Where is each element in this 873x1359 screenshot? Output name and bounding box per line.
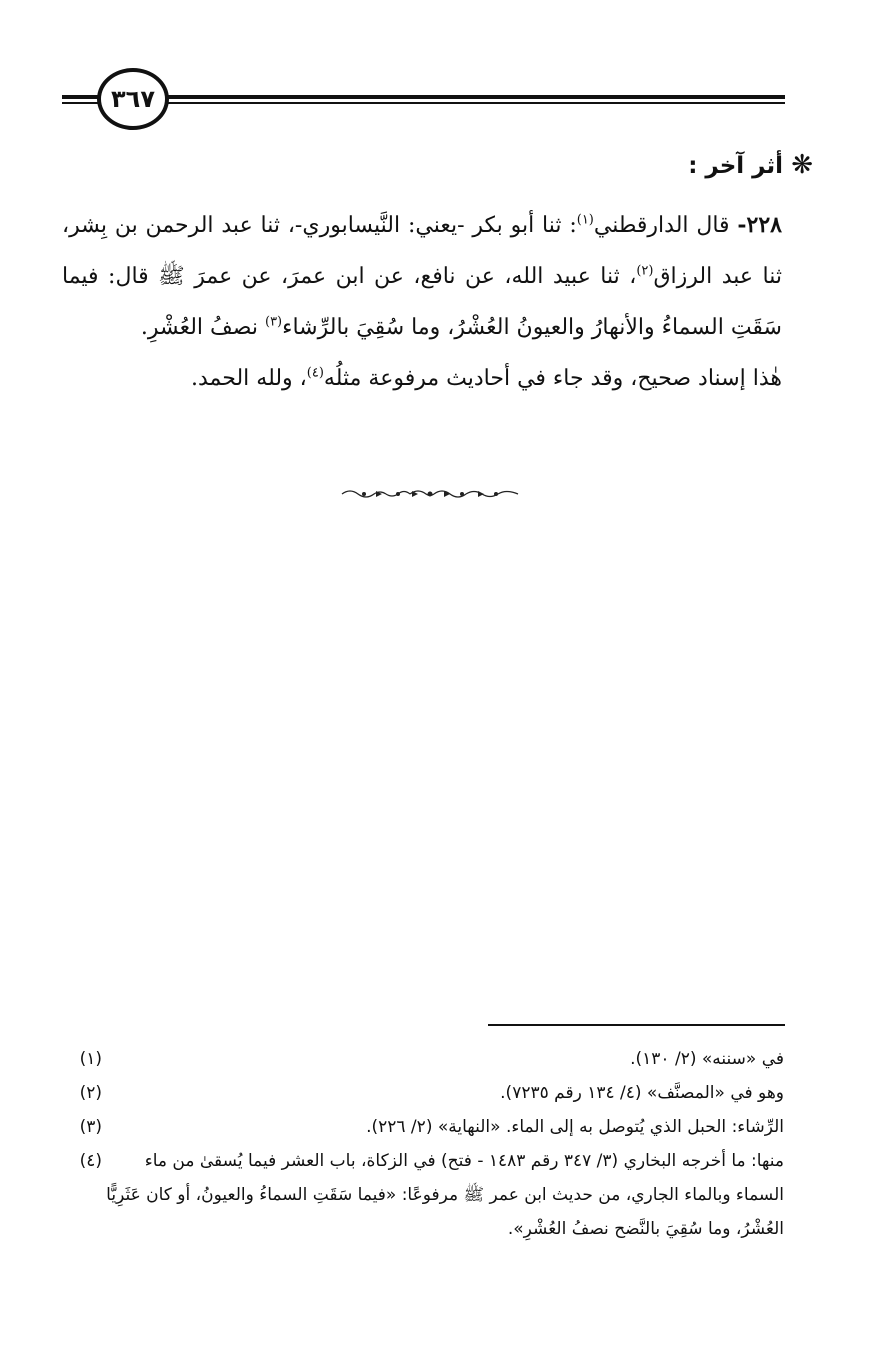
section-marker: ❋: [791, 150, 813, 180]
text-segment: نصفُ العُشْرِ.: [140, 315, 265, 340]
footnote-text: في «سننه» (٢/ ١٣٠).: [630, 1049, 784, 1069]
paragraph-comment: [62, 353, 782, 404]
footnote-text: وهو في «المصنَّف» (٤/ ١٣٤ رقم ٧٢٣٥).: [500, 1083, 784, 1103]
section-heading: أثر آخر :: [688, 153, 783, 179]
text-segment: هٰذا إسناد صحيح، وقد جاء في أحاديث مرفوعة مثلُه: [323, 366, 782, 391]
footnote-number: (٢): [79, 1083, 102, 1103]
header-rule: [165, 95, 785, 99]
ornament-divider-icon: [340, 484, 520, 504]
footnote-ref: (٣): [264, 314, 283, 330]
text-segment: : ثنا أبو بكر -يعني: النَّيسابوري-، ثنا عبد الرحمن بن بِشر، ثنا عبد الرزاق: [62, 213, 782, 289]
text-segment: ، ولله الحمد.: [191, 366, 307, 391]
footnote-4: [62, 1144, 784, 1246]
footnote-text: منها: ما أخرجه البخاري (٣/ ٣٤٧ رقم ١٤٨٣ - فتح) في الزكاة، باب العشر فيما يُسقىٰ من ماء السماء وبالماء الجاري، من حديث ابن عمر ﷺ مرفوعًا: «فيما سَقَتِ السماءُ والعيونُ، أو كان عَثَرِيًّا العُشْرُ، وما سُقِيَ بالنَّضح نصفُ العُشْرِ».: [106, 1151, 784, 1239]
text-segment: قال الدارقطني: [593, 213, 738, 238]
footnote-ref: (٢): [636, 263, 654, 279]
main-text: [62, 200, 782, 404]
footnote-text: الرِّشاء: الحبل الذي يُتوصل به إلى الماء. «النهاية» (٢/ ٢٢٦).: [366, 1117, 784, 1137]
text-segment: ، ثنا عبيد الله، عن نافع، عن ابن عمرَ، عن عمرَ ﷺ قال: فيما سَقَتِ السماءُ والأنهارُ والعيونُ العُشْرُ، وما سُقِيَ بالرِّشاء: [62, 264, 782, 340]
footnote-ref: (٤): [306, 365, 324, 381]
header-rule-thin: [165, 102, 785, 104]
footnotes: [62, 1042, 784, 1246]
header-rule-left: [62, 95, 102, 99]
paragraph-228: [62, 200, 782, 353]
footnote-ref: (١): [576, 212, 594, 228]
header-rule-left-thin: [62, 102, 102, 104]
footnote-3: [62, 1110, 784, 1144]
footnote-separator: [488, 1024, 785, 1026]
footnote-2: [62, 1076, 784, 1110]
footnote-number: (٣): [79, 1117, 102, 1137]
footnote-1: [62, 1042, 784, 1076]
footnote-number: (١): [79, 1049, 102, 1069]
page-number: ٣٦٧: [97, 68, 169, 130]
hadith-number: ٢٢٨-: [737, 212, 782, 238]
footnote-number: (٤): [79, 1151, 102, 1171]
